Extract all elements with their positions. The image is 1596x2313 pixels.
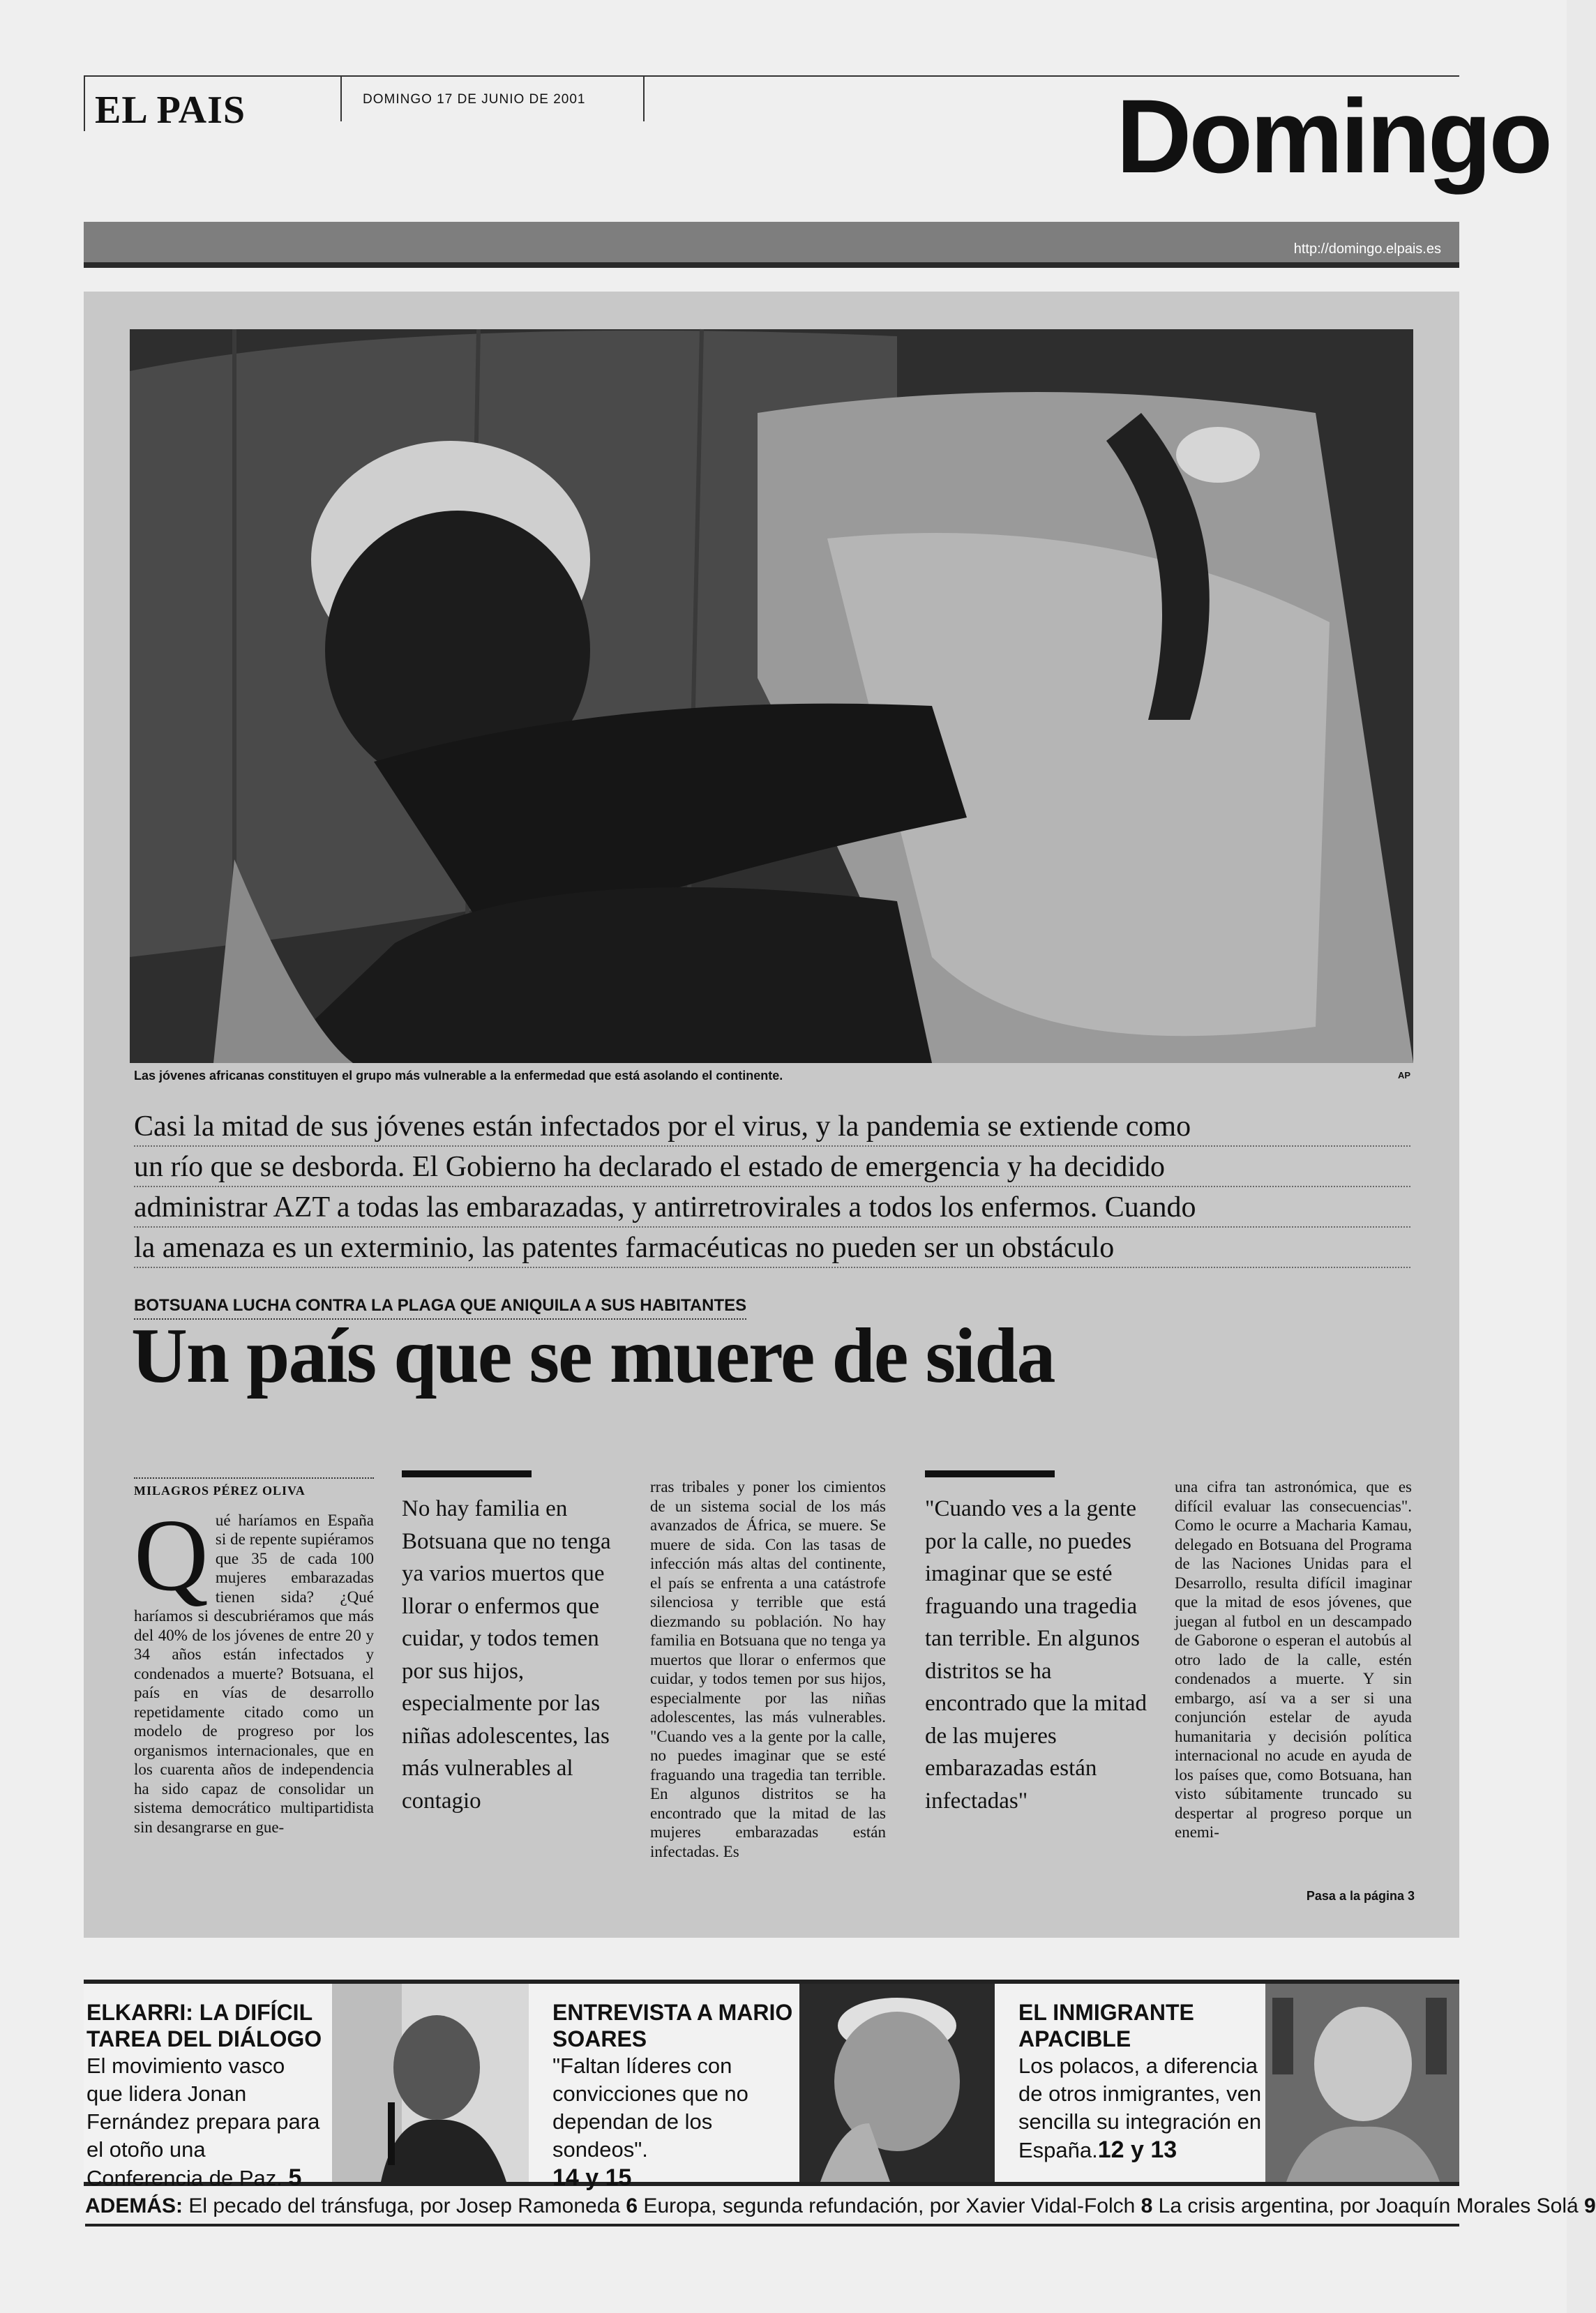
continued-on-page[interactable]: Pasa a la página 3 — [1306, 1889, 1415, 1903]
promo-title: ENTREVISTA A MARIO SOARES — [552, 2000, 793, 2051]
also-item-page: 8 — [1140, 2194, 1153, 2217]
article-text: rras tribales y poner los cimientos de un sistema social de los más avanzados de África, se muere. Se muere de sida. Con las tasas de infección más altas del continente, el país se enfrenta a una catástrofe silenciosa y terrible que está diezmando su población. No hay familia en Botsuana que no tenga ya muertos que llorar o enfermos que cuidar, y todos temen por sus hijos, especialmente por las niñas adolescentes, las más vulnerables. "Cuando ves a la gente por la calle, no puedes imaginar que se esté fraguando una tragedia tan terrible. En algunos distritos se ha encontrado que la mitad de las mujeres embarazadas están infectadas. Es — [650, 1478, 886, 1860]
masthead-divider — [643, 75, 645, 121]
pull-quote-text: No hay familia en Botsuana que no tenga ya varios muertos que llorar o enfermos que cuidar, y todos temen por sus hijos, especialmente por las niñas adolescentes, las más vulnerables al contagio — [402, 1496, 611, 1814]
promo-title: ELKARRI: LA DIFÍCIL TAREA DEL DIÁLOGO — [86, 2000, 322, 2051]
newspaper-logo: EL PAIS — [95, 89, 246, 132]
headline: Un país que se muere de sida — [131, 1313, 1055, 1399]
also-item[interactable]: La crisis argentina, por Joaquín Morales Solá — [1152, 2194, 1585, 2217]
promo-band — [84, 1980, 1459, 2191]
promo-soares[interactable] — [552, 1999, 804, 2192]
promo-title: EL INMIGRANTE APACIBLE — [1018, 2000, 1194, 2051]
promo-page: 14 y 15 — [552, 2164, 632, 2191]
photo-credit: AP — [1397, 1070, 1410, 1080]
promo-photo-inmigrante — [1265, 1984, 1459, 2182]
issue-date: DOMINGO 17 DE JUNIO DE 2001 — [363, 92, 586, 107]
also-item-page: 6 — [626, 2194, 638, 2217]
pull-quote-1 — [402, 1470, 632, 1817]
promo-page: 12 y 13 — [1097, 2137, 1177, 2163]
article-column-5 — [1175, 1477, 1412, 1842]
also-item[interactable]: Europa, segunda refundación, por Xavier Vidal-Folch — [638, 2194, 1141, 2217]
pull-quote-text: "Cuando ves a la gente por la calle, no puedes imaginar que se esté fraguando una tragedia tan terrible. En algunos distritos se ha encontrado que la mitad de las mujeres embarazadas están infectadas" — [925, 1496, 1147, 1814]
lead-line: la amenaza es un exterminio, las patentes farmacéuticas no pueden ser un obstáculo — [134, 1228, 1410, 1268]
headline-kicker: BOTSUANA LUCHA CONTRA LA PLAGA QUE ANIQUILA A SUS HABITANTES — [134, 1296, 746, 1320]
pull-quote-2 — [925, 1470, 1150, 1817]
photo-caption: Las jóvenes africanas constituyen el grupo más vulnerable a la enfermedad que está asolando el continente. — [134, 1069, 783, 1083]
byline: MILAGROS PÉREZ OLIVA — [134, 1477, 374, 1501]
also-item[interactable]: El pecado del tránsfuga, por Josep Ramoneda — [183, 2194, 626, 2217]
also-inside — [85, 2194, 1596, 2227]
article-text: una cifra tan astronómica, que es difícil evaluar las consecuencias". Como le ocurre a Macharia Kamau, delegado en Botsuana del Programa de las Naciones Unidas para el Desarrollo, resulta difícil imaginar que la mitad de esos jóvenes, que juegan al futbol en un descampado de Gaborone o esperan el autobús al otro lado de la calle, estén condenados a muerte. Y sin embargo, así va a ser si una conjunción estelar de ayuda humanitaria y decisión política internacional no acude en ayuda de los países que, como Botsuana, han visto súbitamente truncado su despertar al progreso porque un enemi- — [1175, 1478, 1412, 1841]
section-bar — [84, 222, 1459, 268]
quote-rule — [402, 1470, 532, 1477]
article-column-3 — [650, 1477, 886, 1861]
promo-elkarri[interactable] — [86, 1999, 324, 2192]
promo-body: Los polacos, a diferencia de otros inmigrantes, ven sencilla su integración en España.12 y 13 — [1018, 2054, 1262, 2163]
masthead-divider — [340, 75, 342, 121]
promo-body: "Faltan líderes con convicciones que no dependan de los sondeos". 14 y 15 — [552, 2054, 748, 2191]
lead-line: administrar AZT a todas las embarazadas, y antirretrovirales a todos los enfermos. Cuando — [134, 1187, 1410, 1228]
lead-photo-image — [130, 329, 1413, 1063]
lead-line: un río que se desborda. El Gobierno ha declarado el estado de emergencia y ha decidido — [134, 1147, 1410, 1187]
quote-rule — [925, 1470, 1055, 1477]
cover-story — [84, 292, 1459, 1938]
promo-photo-mario-soares — [799, 1984, 995, 2182]
drop-cap: Q — [134, 1498, 209, 1613]
article-text: ué haríamos en España si de repente supiéramos que 35 de cada 100 mujeres embarazadas tienen sida? ¿Qué haríamos si descubriéramos que más del 40% de los jóvenes de entre 20 y 34 años están infectados y condenados a muerte? Botsuana, el país en vías de desarrollo repetidamente citado como un modelo de progreso por los organismos internacionales, que en los cuarenta años de independencia ha sido capaz de consolidar un sistema democrático multipartidista sin desangrarse en gue- — [134, 1511, 374, 1836]
promo-photo-jonan-fernandez — [332, 1984, 529, 2182]
promo-body: El movimiento vasco que lidera Jonan Fernández prepara para el otoño una Conferencia de Paz. 5 — [86, 2054, 320, 2191]
lead-paragraph — [134, 1106, 1410, 1268]
also-item-page: 9 — [1584, 2194, 1596, 2217]
section-url[interactable]: http://domingo.elpais.es — [1293, 241, 1441, 257]
section-title: Domingo — [1116, 77, 1550, 195]
also-label: ADEMÁS: — [85, 2194, 183, 2217]
article-column-1 — [134, 1477, 374, 1837]
promo-inmigrante[interactable] — [1018, 1999, 1281, 2164]
lead-line: Casi la mitad de sus jóvenes están infectados por el virus, y la pandemia se extiende como — [134, 1106, 1410, 1147]
promo-page: 5 — [288, 2164, 302, 2191]
lead-photo — [130, 329, 1413, 1063]
